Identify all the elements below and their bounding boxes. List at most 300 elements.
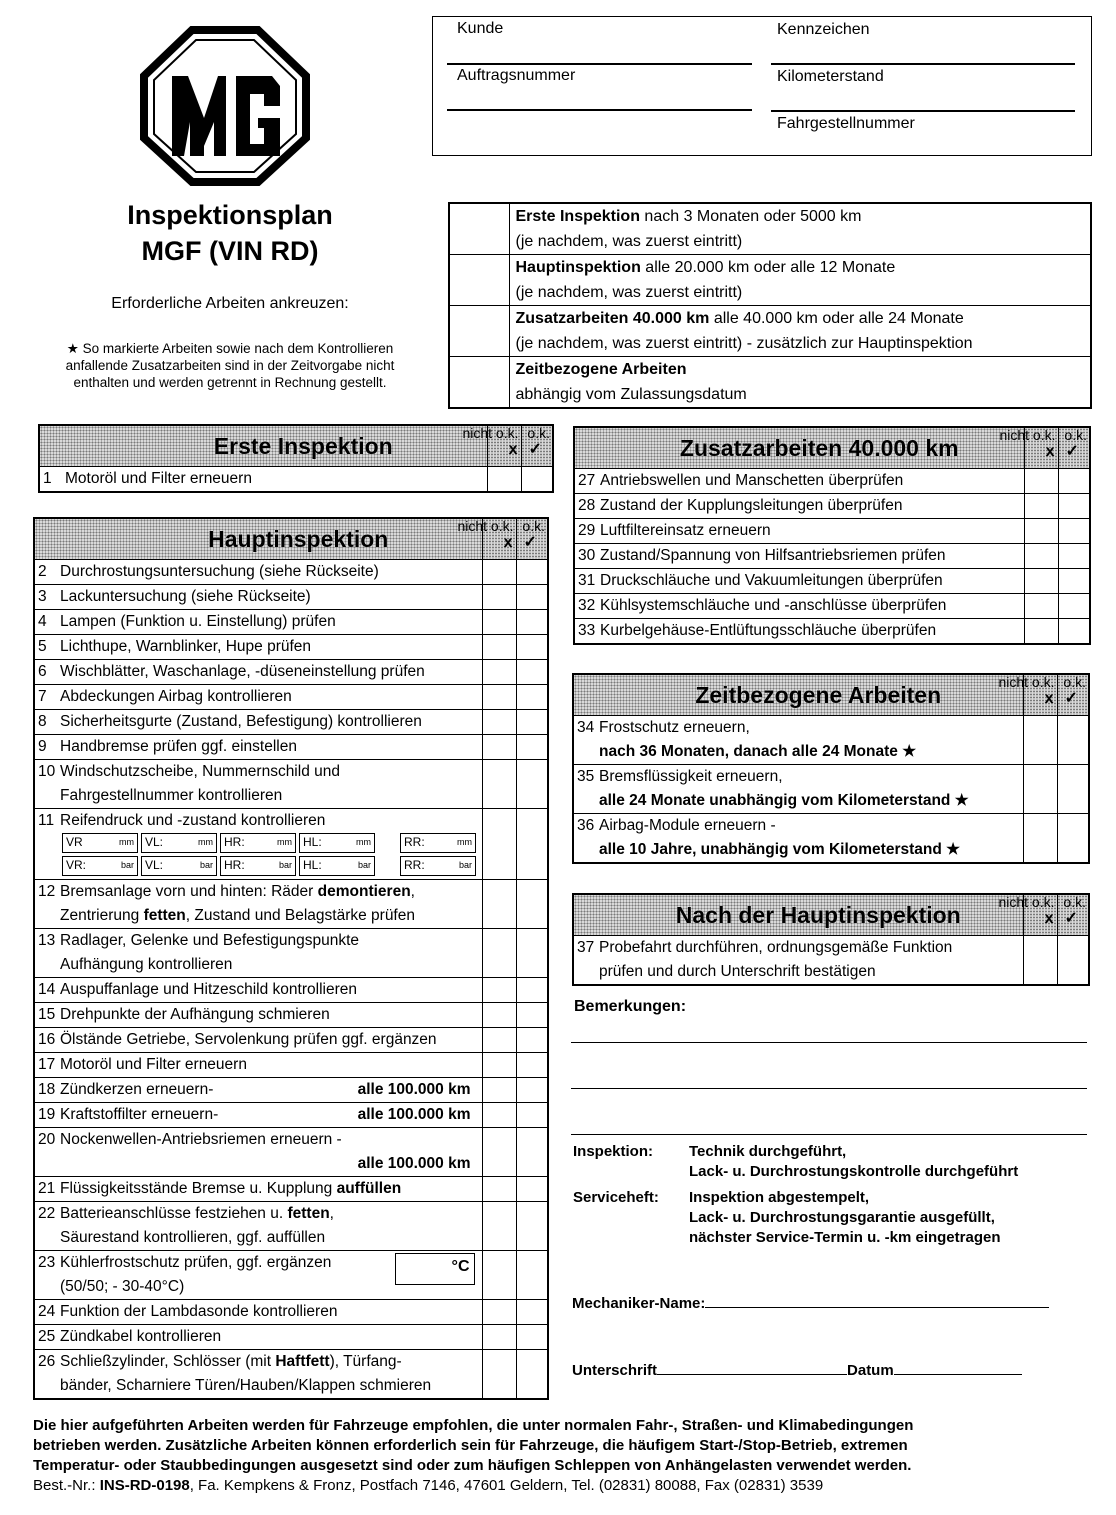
item-label: Drehpunkte der Aufhängung schmieren: [60, 1006, 330, 1023]
ok-checkbox[interactable]: [1058, 519, 1090, 544]
item-number: 2: [38, 563, 47, 580]
ok-label: o.k.: [1064, 427, 1087, 443]
item-label: Ölstände Getriebe, Servolenkung prüfen ggf. ergänzen: [60, 1031, 437, 1048]
item-label-line2: Säurestand kontrollieren, ggf. auffüllen: [60, 1229, 326, 1246]
ok-checkbox[interactable]: [516, 710, 548, 735]
item-text: [34, 1251, 482, 1300]
wheel-label: VR: [66, 835, 83, 849]
item-text: [574, 519, 1024, 544]
unit-label: bar: [357, 860, 371, 870]
instruction-text: Erforderliche Arbeiten ankreuzen:: [111, 295, 349, 312]
item-label: , Zustand und Belagstärke prüfen: [185, 907, 415, 924]
serviceheft-value: Inspektion abgestempelt,: [689, 1189, 870, 1206]
item-number: 30: [578, 547, 596, 564]
star-note: [20, 340, 440, 391]
not-ok-checkbox[interactable]: [482, 1003, 516, 1028]
item-label: Funktion der Lambdasonde kontrollieren: [60, 1303, 338, 1320]
ok-checkbox[interactable]: [516, 978, 548, 1003]
item-text: [574, 494, 1024, 519]
ok-checkbox[interactable]: [516, 1350, 548, 1400]
item-label-line2: Aufhängung kontrollieren: [60, 956, 233, 973]
ok-label: o.k.: [522, 518, 545, 534]
interval-text: Hauptinspektion alle 20.000 km oder alle 12 Monate (je nachdem, was zuerst eintritt): [509, 255, 1091, 306]
check-mark-icon: ✓: [1065, 443, 1079, 460]
checklist-row: [574, 469, 1090, 494]
x-mark-icon: x: [1045, 443, 1055, 460]
item-text: [34, 809, 482, 880]
unit-label: bar: [458, 860, 472, 870]
not-ok-header: [998, 674, 1057, 716]
item-number: 5: [38, 638, 47, 655]
ok-checkbox[interactable]: [516, 1078, 548, 1103]
tire-depth-field[interactable]: [299, 833, 375, 853]
item-number: 3: [38, 588, 47, 605]
ok-checkbox[interactable]: [516, 880, 548, 929]
footer-order-info: [33, 1476, 1093, 1496]
not-ok-checkbox[interactable]: [482, 710, 516, 735]
item-label: Auspuffanlage und Hitzeschild kontrollieren: [60, 981, 357, 998]
checklist-row: [34, 660, 548, 685]
ok-checkbox[interactable]: [516, 610, 548, 635]
item-label-line2: [38, 1152, 479, 1176]
ok-label: o.k.: [527, 425, 550, 441]
ok-checkbox[interactable]: [1058, 619, 1090, 645]
mg-logo: [140, 26, 310, 186]
item-text: [34, 710, 482, 735]
item-label: Handbremse prüfen ggf. einstellen: [60, 738, 297, 755]
item-number: 28: [578, 497, 596, 514]
signature-field[interactable]: [657, 1359, 847, 1375]
item-label: Lackuntersuchung (siehe Rückseite): [60, 588, 311, 605]
not-ok-checkbox[interactable]: [1024, 494, 1058, 519]
item-label-line2: [577, 740, 1020, 764]
interval-row: [449, 306, 1091, 357]
checklist-row: [34, 1003, 548, 1028]
ok-checkbox[interactable]: [1057, 765, 1089, 814]
item-text: [34, 880, 482, 929]
not-ok-checkbox[interactable]: [482, 610, 516, 635]
kunde-field[interactable]: [447, 63, 752, 65]
section-header: [574, 427, 1090, 469]
x-mark-icon: x: [1044, 690, 1054, 707]
item-label: Durchrostungsuntersuchung (siehe Rückseite): [60, 563, 379, 580]
checklist-row: [34, 1350, 548, 1400]
date-field[interactable]: [894, 1359, 1022, 1375]
not-ok-checkbox[interactable]: [482, 760, 516, 809]
zeitbezogene-table: [572, 673, 1090, 864]
ok-header: [1058, 427, 1090, 469]
item-label: Zustand der Kupplungsleitungen überprüfen: [600, 497, 903, 514]
not-ok-label: nicht o.k.: [462, 425, 519, 441]
not-ok-checkbox[interactable]: [482, 560, 516, 585]
wheel-label: HR:: [224, 858, 245, 872]
not-ok-checkbox[interactable]: [482, 1300, 516, 1325]
not-ok-checkbox[interactable]: [482, 685, 516, 710]
item-text: [573, 936, 1023, 986]
item-label: Lampen (Funktion u. Einstellung) prüfen: [60, 613, 336, 630]
not-ok-checkbox[interactable]: [482, 1202, 516, 1251]
ok-checkbox[interactable]: [516, 1202, 548, 1251]
item-label: Nockenwellen-Antriebsriemen erneuern -: [60, 1131, 342, 1148]
item-text: [34, 929, 482, 978]
checklist-row: [34, 1053, 548, 1078]
checklist-row: [34, 735, 548, 760]
not-ok-checkbox[interactable]: [482, 735, 516, 760]
not-ok-checkbox[interactable]: [487, 467, 521, 493]
not-ok-header: [462, 425, 521, 467]
checklist-row: [34, 760, 548, 809]
star-note-line: enthalten und werden getrennt in Rechnung gestellt.: [73, 375, 387, 390]
not-ok-checkbox[interactable]: [482, 880, 516, 929]
checklist-row: [34, 635, 548, 660]
check-mark-icon: ✓: [1064, 690, 1078, 707]
check-mark-icon: ✓: [523, 534, 537, 551]
not-ok-checkbox[interactable]: [1023, 936, 1057, 986]
bemerkungen-label: Bemerkungen:: [574, 998, 687, 1015]
interval-checkbox[interactable]: [449, 255, 509, 306]
item-label: ), Türfang-: [329, 1353, 402, 1370]
item-label: Flüssigkeitsstände Bremse u. Kupplung: [60, 1180, 337, 1197]
checklist-row: [34, 585, 548, 610]
item-number: 21: [38, 1180, 56, 1197]
item-number: 17: [38, 1056, 56, 1073]
not-ok-checkbox[interactable]: [482, 585, 516, 610]
ok-checkbox[interactable]: [516, 1325, 548, 1350]
interval-row: [449, 255, 1091, 306]
not-ok-checkbox[interactable]: [482, 1078, 516, 1103]
item-text: 1 Motoröl und Filter erneuern: [39, 467, 487, 493]
item-number: 26: [38, 1353, 56, 1370]
ok-checkbox[interactable]: [1058, 494, 1090, 519]
tire-pressure-field[interactable]: [299, 856, 375, 876]
checklist-row: [34, 1028, 548, 1053]
footer: [33, 1416, 1093, 1496]
ok-checkbox[interactable]: [516, 1251, 548, 1300]
tire-depth-field[interactable]: [62, 833, 138, 853]
ok-checkbox[interactable]: [516, 1003, 548, 1028]
kilometerstand-field[interactable]: [771, 110, 1075, 112]
not-ok-checkbox[interactable]: [1024, 594, 1058, 619]
ok-checkbox[interactable]: [516, 735, 548, 760]
not-ok-checkbox[interactable]: [482, 660, 516, 685]
tire-pressure-field[interactable]: [400, 856, 476, 876]
unit-label: bar: [278, 860, 292, 870]
not-ok-checkbox[interactable]: [482, 1251, 516, 1300]
item-label: Kühlsystemschläuche und -anschlüsse überprüfen: [600, 597, 947, 614]
checklist-row: [39, 467, 553, 493]
item-text: [34, 1300, 482, 1325]
not-ok-checkbox[interactable]: [482, 1325, 516, 1350]
interval-checkbox[interactable]: [449, 203, 509, 255]
item-text: [574, 544, 1024, 569]
checklist-row: [34, 809, 548, 880]
not-ok-checkbox[interactable]: [482, 809, 516, 880]
not-ok-checkbox[interactable]: [482, 1053, 516, 1078]
item-label: Luftfiltereinsatz erneuern: [600, 522, 771, 539]
item-label: Druckschläuche und Vakuumleitungen überprüfen: [600, 572, 943, 589]
item-text: [574, 594, 1024, 619]
signature-row: [572, 1359, 1022, 1381]
checklist-row: [574, 594, 1090, 619]
remarks-line[interactable]: [571, 1088, 1087, 1089]
item-number: 29: [578, 522, 596, 539]
ok-checkbox[interactable]: [516, 760, 548, 809]
section-title: Erste Inspektion: [213, 433, 393, 459]
section-title-cell: [34, 518, 482, 560]
interval-note: nach 36 Monaten, danach alle 24 Monate ★: [599, 743, 917, 760]
not-ok-header: [998, 894, 1057, 936]
ok-checkbox[interactable]: [1057, 814, 1089, 864]
item-label: Lichthupe, Warnblinker, Hupe prüfen: [60, 638, 312, 655]
ok-checkbox[interactable]: [1058, 469, 1090, 494]
item-label: Zündkerzen erneuern-: [60, 1081, 214, 1098]
not-ok-checkbox[interactable]: [482, 1177, 516, 1202]
auftragsnummer-label: Auftragsnummer: [457, 67, 576, 84]
ok-checkbox[interactable]: [516, 1053, 548, 1078]
wheel-label: HR:: [224, 835, 245, 849]
tire-depth-row: [38, 833, 479, 853]
not-ok-checkbox[interactable]: [482, 1028, 516, 1053]
item-label-bold: Haftfett: [275, 1353, 330, 1370]
not-ok-checkbox[interactable]: [482, 635, 516, 660]
temperature-field[interactable]: [395, 1253, 475, 1285]
x-mark-icon: x: [508, 441, 518, 458]
item-number: 31: [578, 572, 596, 589]
item-number: 10: [38, 763, 56, 780]
section-header: [573, 674, 1089, 716]
not-ok-label: nicht o.k.: [998, 674, 1055, 690]
tire-pressure-field[interactable]: [141, 856, 217, 876]
kennzeichen-field[interactable]: [771, 63, 1075, 65]
ok-checkbox[interactable]: [1057, 716, 1089, 765]
item-text: [34, 1003, 482, 1028]
ok-checkbox[interactable]: [1058, 594, 1090, 619]
not-ok-checkbox[interactable]: [482, 978, 516, 1003]
footer-disclaimer: Die hier aufgeführten Arbeiten werden für Fahrzeuge empfohlen, die unter normalen Fahr-, Straßen- und Klimabedingungen: [33, 1417, 914, 1434]
item-text: [34, 585, 482, 610]
interval-note: alle 100.000 km: [357, 1155, 471, 1172]
ok-checkbox[interactable]: [516, 929, 548, 978]
ok-checkbox[interactable]: [516, 1028, 548, 1053]
ok-header: [516, 518, 548, 560]
tire-depth-field[interactable]: [141, 833, 217, 853]
tire-depth-field[interactable]: [400, 833, 476, 853]
section-header: [573, 894, 1089, 936]
item-number: 22: [38, 1205, 56, 1222]
ok-checkbox[interactable]: [516, 1177, 548, 1202]
unterschrift-label: Unterschrift: [572, 1362, 658, 1379]
section-title: Nach der Hauptinspektion: [675, 902, 961, 928]
celsius-unit: °C: [451, 1258, 470, 1275]
item-label: Bremsflüssigkeit erneuern,: [599, 768, 783, 785]
item-number: 20: [38, 1131, 56, 1148]
item-number: 4: [38, 613, 47, 630]
ok-checkbox[interactable]: [516, 809, 548, 880]
item-number: 35: [577, 768, 595, 785]
checklist-row: [34, 1251, 548, 1300]
item-text: [573, 814, 1023, 864]
interval-note: alle 24 Monate unabhängig vom Kilometerstand ★: [599, 792, 969, 809]
mechaniker-name-field[interactable]: [705, 1292, 1049, 1308]
remarks-line[interactable]: [571, 1042, 1087, 1043]
ok-checkbox[interactable]: [516, 585, 548, 610]
ok-checkbox[interactable]: [516, 685, 548, 710]
item-number: 7: [38, 688, 47, 705]
item-text: [574, 619, 1024, 645]
fahrgestellnummer-label: Fahrgestellnummer: [777, 115, 915, 132]
item-label-bold: fetten: [143, 907, 186, 924]
tire-pressure-row: [38, 856, 479, 876]
tire-depth-field[interactable]: [220, 833, 296, 853]
not-ok-checkbox[interactable]: [1024, 569, 1058, 594]
interval-checkbox[interactable]: [449, 306, 509, 357]
checklist-row: [34, 1202, 548, 1251]
ok-checkbox[interactable]: [1058, 544, 1090, 569]
zusatzarbeiten-table: [573, 426, 1091, 645]
unit-label: bar: [199, 860, 213, 870]
ok-header: [1057, 894, 1089, 936]
not-ok-checkbox[interactable]: [1024, 469, 1058, 494]
wheel-label: RR:: [404, 835, 425, 849]
item-label-bold: auffüllen: [336, 1180, 402, 1197]
checklist-row: [34, 1078, 548, 1103]
item-label: Kühlerfrostschutz prüfen, ggf. ergänzen: [60, 1254, 332, 1271]
ok-label: o.k.: [1063, 674, 1086, 690]
item-label-line2: Fahrgestellnummer kontrollieren: [60, 787, 283, 804]
item-label: Zustand/Spannung von Hilfsantriebsriemen prüfen: [600, 547, 946, 564]
item-label: Kraftstoffilter erneuern-: [60, 1106, 219, 1123]
ok-checkbox[interactable]: [1057, 936, 1089, 986]
kunde-label: Kunde: [457, 20, 504, 37]
tire-pressure-field[interactable]: [62, 856, 138, 876]
not-ok-checkbox[interactable]: [1024, 544, 1058, 569]
unit-label: mm: [356, 837, 371, 847]
not-ok-checkbox[interactable]: [1023, 716, 1057, 765]
item-label-bold: fetten: [287, 1205, 330, 1222]
serviceheft-key: Serviceheft:: [573, 1189, 659, 1206]
item-text: [34, 978, 482, 1003]
x-mark-icon: x: [1044, 910, 1054, 927]
checklist-row: [574, 494, 1090, 519]
interval-text: Zusatzarbeiten 40.000 km alle 40.000 km oder alle 24 Monate (je nachdem, was zuerst eintritt) - zusätzlich zur Hauptinspektion: [509, 306, 1091, 357]
item-label-line2: [577, 838, 1020, 862]
tire-pressure-field[interactable]: [220, 856, 296, 876]
mechaniker-label: Mechaniker-Name:: [572, 1295, 706, 1312]
confirmation-block: [573, 1142, 1103, 1248]
checklist-row: [574, 519, 1090, 544]
ok-header: [521, 425, 553, 467]
ok-checkbox[interactable]: [516, 1128, 548, 1177]
inspektion-value: Lack- u. Durchrostungskontrolle durchgeführt: [689, 1163, 1019, 1180]
ok-checkbox[interactable]: [521, 467, 553, 493]
mechaniker-row: [572, 1292, 1049, 1314]
order-number: INS-RD-0198: [99, 1477, 190, 1494]
checklist-row: [34, 1103, 548, 1128]
ok-checkbox[interactable]: [516, 1103, 548, 1128]
unit-label: bar: [120, 860, 134, 870]
not-ok-checkbox[interactable]: [1024, 619, 1058, 645]
check-mark-icon: ✓: [528, 441, 542, 458]
unit-label: mm: [457, 837, 472, 847]
item-label: ,: [329, 1205, 334, 1222]
star-note-line: ★ So markierte Arbeiten sowie nach dem Kontrollieren: [66, 341, 394, 356]
star-note-line: anfallende Zusatzarbeiten sind in der Zeitvorgabe nicht: [65, 358, 395, 373]
wheel-label: VL:: [145, 835, 164, 849]
interval-note: alle 100.000 km: [357, 1106, 471, 1123]
section-header: [39, 425, 553, 467]
footer-disclaimer: Temperatur- oder Staubbedingungen ausgesetzt sind oder zum häufigen Schleppen von Anhängelasten verwendet werden.: [33, 1457, 912, 1474]
not-ok-checkbox[interactable]: [1023, 765, 1057, 814]
item-number: 11: [38, 812, 55, 829]
not-ok-label: nicht o.k.: [999, 427, 1056, 443]
checklist-row: [34, 560, 548, 585]
nach-hauptinspektion-table: [572, 893, 1090, 986]
checklist-row: [34, 978, 548, 1003]
item-text: [34, 635, 482, 660]
ok-checkbox[interactable]: [516, 635, 548, 660]
not-ok-header: [999, 427, 1058, 469]
ok-checkbox[interactable]: [516, 560, 548, 585]
not-ok-label: nicht o.k.: [998, 894, 1055, 910]
ok-checkbox[interactable]: [516, 1300, 548, 1325]
item-label-line2: prüfen und durch Unterschrift bestätigen: [599, 963, 876, 980]
datum-label: Datum: [847, 1362, 894, 1379]
section-title: Zusatzarbeiten 40.000 km: [679, 435, 959, 461]
item-number: 36: [577, 817, 595, 834]
interval-checkbox[interactable]: [449, 357, 509, 409]
unit-label: mm: [119, 837, 134, 847]
item-text: [574, 469, 1024, 494]
item-label: Reifendruck und -zustand kontrollieren: [60, 812, 326, 829]
checklist-row: [34, 1177, 548, 1202]
serviceheft-value: nächster Service-Termin u. -km eingetragen: [689, 1229, 1001, 1246]
item-number: 19: [38, 1106, 56, 1123]
kilometerstand-label: Kilometerstand: [777, 68, 884, 85]
hauptinspektion-table: [33, 517, 549, 1400]
interval-row: [449, 203, 1091, 255]
not-ok-checkbox[interactable]: [482, 1350, 516, 1400]
not-ok-header: [457, 518, 516, 560]
item-text: [574, 569, 1024, 594]
ok-checkbox[interactable]: [1058, 569, 1090, 594]
remarks-line[interactable]: [571, 1134, 1087, 1135]
interval-note: alle 100.000 km: [357, 1081, 471, 1098]
item-text: [34, 610, 482, 635]
item-label: Airbag-Module erneuern -: [599, 817, 776, 834]
item-label: Frostschutz erneuern,: [599, 719, 750, 736]
checklist-row: [573, 936, 1089, 986]
checklist-row: [34, 929, 548, 978]
not-ok-checkbox[interactable]: [482, 929, 516, 978]
auftragsnummer-field[interactable]: [447, 109, 752, 111]
checklist-row: [34, 1325, 548, 1350]
ok-label: o.k.: [1063, 894, 1086, 910]
not-ok-checkbox[interactable]: [482, 1128, 516, 1177]
interval-text: Zeitbezogene Arbeiten abhängig vom Zulassungsdatum: [509, 357, 1091, 409]
checklist-row: [574, 544, 1090, 569]
not-ok-checkbox[interactable]: [1024, 519, 1058, 544]
section-title: Hauptinspektion: [208, 526, 389, 552]
not-ok-checkbox[interactable]: [482, 1103, 516, 1128]
ok-checkbox[interactable]: [516, 660, 548, 685]
company-address: , Fa. Kempkens & Fronz, Postfach 7146, 47601 Geldern, Tel. (02831) 80088, Fax (02831) 3539: [189, 1477, 824, 1494]
not-ok-checkbox[interactable]: [1023, 814, 1057, 864]
checklist-row: [573, 765, 1089, 814]
item-number: 14: [38, 981, 56, 998]
item-text: [34, 760, 482, 809]
customer-info-box: [432, 16, 1092, 156]
item-label: Kurbelgehäuse-Entlüftungsschläuche überprüfen: [600, 622, 937, 639]
